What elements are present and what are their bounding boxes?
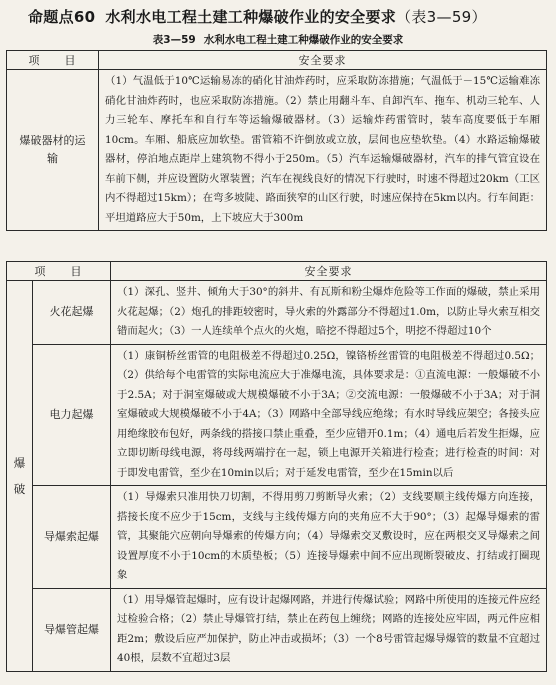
table-row (7, 281, 547, 345)
table-row (7, 70, 547, 231)
header-item: 项 目 (7, 262, 111, 281)
table-caption (0, 32, 556, 47)
row-requirement-text: （1）用导爆管起爆时，应有设计起爆网路，并进行传爆试验；网路中所使用的连接元件应经过检验合格；（2）禁止导爆管打结，禁止在药包上缠绕；网路的连接处应牢固，两元件应相距2m；敷设后应严加保护，防止冲击或损坏；（3）一个8号雷管起爆导爆管的数量不宜超过40根，层数不宜超过3层 (111, 588, 547, 671)
table-header-row (7, 262, 547, 281)
row-item-label: 电力起爆 (33, 344, 111, 486)
header-requirement: 安全要求 (99, 51, 547, 70)
blasting-table (6, 261, 547, 672)
row-requirement-text: （1）气温低于10℃运输易冻的硝化甘油炸药时，应采取防冻措施；气温低于－15℃运输难冻硝化甘油炸药时，也应采取防冻措施。（2）禁止用翻斗车、自卸汽车、拖车、机动三轮车、人力三轮车、摩托车和自行车等运输爆破器材。（3）运输炸药雷管时，装车高度要低于车厢10cm。车厢、船底应加软垫。雷管箱不许倒放或立放，层间也应垫软垫。（4）水路运输爆破器材，停泊地点距岸上建筑物不得小于250m。（5）汽车运输爆破器材，汽车的排气管宜设在车前下侧，并应设置防火罩装置；汽车在视线良好的情况下行驶时，时速不得超过20km（工区内不得超过15km）；在弯多坡陡、路面狭窄的山区行驶，时速应保持在5km以内。行车间距：平坦道路应大于50m，上下坡应大于300m (99, 70, 547, 231)
table-header-row (7, 51, 547, 70)
row-item-label: 导爆索起爆 (33, 486, 111, 589)
heading-title: 水利水电工程土建工种爆破作业的安全要求 (105, 8, 397, 26)
row-item-label: 爆破器材的运输 (7, 70, 99, 231)
heading-number: 命题点60 (28, 8, 96, 26)
table-row (7, 486, 547, 589)
section-heading (28, 6, 487, 27)
transport-table (6, 50, 547, 231)
heading-ref: （表3—59） (396, 8, 487, 26)
table-row (7, 344, 547, 486)
caption-number: 表3—59 (152, 34, 196, 46)
row-item-label: 火花起爆 (33, 281, 111, 345)
table-row (7, 588, 547, 671)
header-requirement: 安全要求 (111, 262, 547, 281)
header-item: 项 目 (7, 51, 99, 70)
row-requirement-text: （1）深孔、竖井、倾角大于30°的斜井、有瓦斯和粉尘爆炸危险等工作面的爆破，禁止采用火花起爆；（2）炮孔的排距较密时，导火索的外露部分不得超过1.0m，以防止导火索互相交错而起火；（3）一人连续单个点火的火炮，暗挖不得超过5个，明挖不得超过10个 (111, 281, 547, 345)
group-label: 爆破 (7, 281, 33, 672)
row-item-label: 导爆管起爆 (33, 588, 111, 671)
row-requirement-text: （1）导爆索只准用快刀切割，不得用剪刀剪断导火索；（2）支线要顺主线传爆方向连接，搭接长度不应少于15cm，支线与主线传爆方向的夹角应不大于90°；（3）起爆导爆索的雷管，其聚能穴应朝向导爆索的传爆方向；（4）导爆索交叉敷设时，应在两根交叉导爆索之间设置厚度不小于10cm的木质垫板；（5）连接导爆索中间不应出现断裂破皮、打结或打圈现象 (111, 486, 547, 589)
caption-title: 水利水电工程土建工种爆破作业的安全要求 (203, 34, 404, 46)
row-requirement-text: （1）康铜桥丝雷管的电阻极差不得超过0.25Ω，镍铬桥丝雷管的电阻极差不得超过0.5Ω；（2）供给每个电雷管的实际电流应大于准爆电流，具体要求是：①直流电源：一般爆破不小于2.5A；对于洞室爆破或大规模爆破不小于3A；②交流电源：一般爆破不小于3A；对于洞室爆破或大规模爆破不小于4A；（3）网路中全部导线应绝缘；有水时导线应架空；各接头应用绝缘胶布包好，两条线的搭接口禁止重叠，至少应错开0.1m；（4）通电后若发生拒爆，应立即切断母线电源，将母线两端拧在一起，锁上电源开关箱进行检查；进行检查的时间：对于即发电雷管，至少在10min以后；对于延发电雷管，至少在15min以后 (111, 344, 547, 486)
